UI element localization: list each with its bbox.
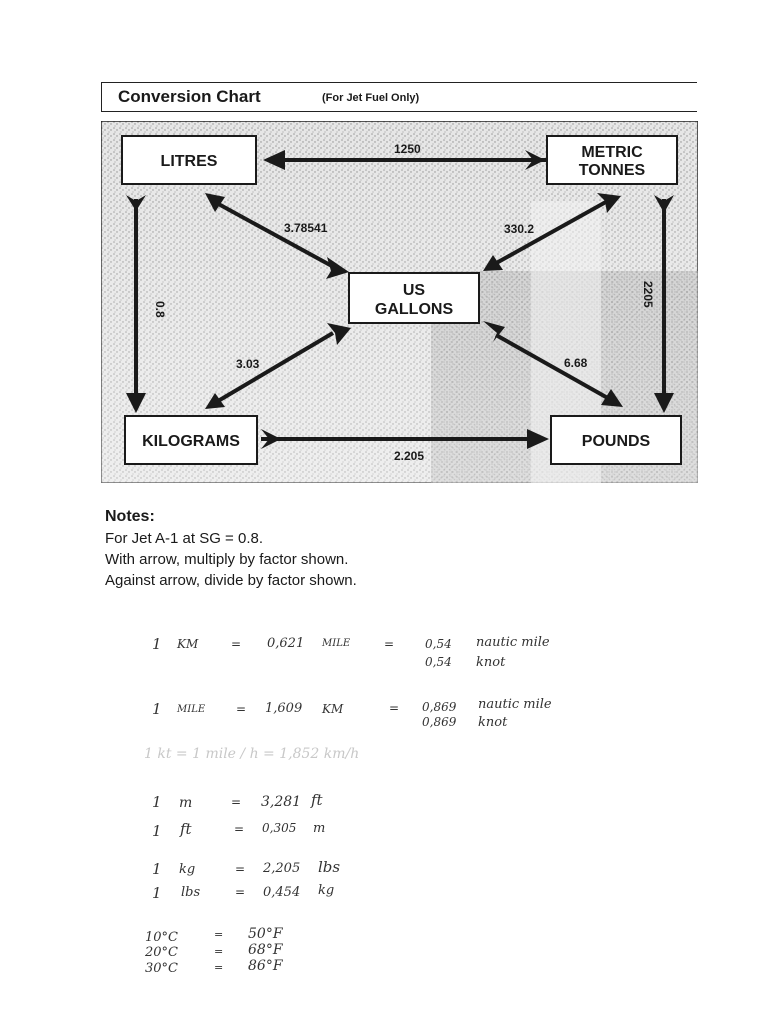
hw-m-b: 3,281	[261, 794, 302, 810]
chart-title: Conversion Chart	[118, 87, 261, 106]
hw-mile-eq2: =	[389, 701, 400, 715]
hw-ft-unit: ft	[180, 820, 192, 838]
hw-t10-c: 10°C	[145, 930, 178, 945]
hw-ft-unit2: m	[313, 821, 326, 836]
hw-mile-a: 1	[152, 700, 162, 718]
hw-faint-line: 1 kt = 1 mile / h = 1,852 km/h	[144, 746, 360, 762]
node-kilograms-label: KILOGRAMS	[142, 433, 240, 450]
hw-t20-c: 20°C	[145, 945, 178, 960]
factor-tonnes-gallons: 330.2	[504, 222, 535, 236]
hw-lbs-unit2: kg	[318, 883, 335, 898]
hw-mile-unit: MILE	[177, 704, 206, 715]
hw-m-unit: m	[179, 795, 193, 811]
hw-mile-unit2: KM	[322, 702, 344, 716]
hw-km-unit: KM	[177, 637, 199, 651]
hw-m-eq: =	[231, 795, 242, 809]
conversion-diagram	[101, 121, 698, 483]
node-us-gallons-label-2: GALLONS	[374, 301, 454, 318]
hw-km-unit4: knot	[476, 655, 506, 670]
factor-litres-kilograms: 0.8	[153, 301, 167, 318]
factor-gallons-pounds: 6.68	[564, 356, 588, 370]
factor-tonnes-litres: 1250	[394, 142, 421, 156]
hw-m-unit2: ft	[311, 791, 323, 809]
hw-mile-eq1: =	[236, 702, 247, 716]
node-us-gallons-label-1: US	[402, 282, 426, 299]
hw-ft-a: 1	[152, 822, 162, 840]
node-metric-tonnes-label-2: TONNES	[578, 162, 646, 179]
hw-km-c: 0,54	[425, 637, 452, 651]
node-pounds-label: POUNDS	[581, 433, 651, 450]
hw-mile-d: 0,869	[422, 715, 457, 729]
hw-kg-a: 1	[152, 860, 162, 878]
hw-km-b: 0,621	[267, 636, 305, 651]
hw-mile-c: 0,869	[422, 700, 457, 714]
hw-mile-unit3: nautic mile	[478, 697, 552, 712]
hw-km-unit2: MILE	[322, 638, 351, 649]
factor-tonnes-pounds: 2205	[641, 281, 655, 308]
hw-m-a: 1	[152, 793, 162, 811]
hw-mile-b: 1,609	[265, 701, 303, 716]
notes-line: With arrow, multiply by factor shown.	[105, 551, 349, 568]
hw-lbs-eq: =	[235, 885, 246, 899]
hw-mile-unit4: knot	[478, 715, 508, 730]
hw-lbs-unit: lbs	[181, 885, 201, 900]
notes-line: Against arrow, divide by factor shown.	[105, 572, 357, 589]
hw-km-a: 1	[152, 635, 162, 653]
node-metric-tonnes-label-1: METRIC	[581, 144, 643, 161]
notes-section	[105, 508, 357, 591]
hw-t30-eq: =	[214, 961, 224, 974]
hw-t20-eq: =	[214, 945, 224, 958]
notes-title: Notes:	[105, 508, 155, 525]
factor-gallons-litres: 3.78541	[284, 221, 328, 235]
factor-kilograms-gallons: 3.03	[236, 357, 260, 371]
hw-t20-f: 68°F	[248, 942, 283, 958]
hw-kg-unit2: lbs	[318, 858, 341, 876]
node-litres-label: LITRES	[160, 153, 218, 170]
hw-km-unit3: nautic mile	[476, 635, 550, 650]
chart-subtitle: (For Jet Fuel Only)	[322, 92, 420, 104]
factor-kilograms-pounds: 2.205	[394, 449, 425, 463]
hw-t10-eq: =	[214, 928, 224, 941]
hw-lbs-b: 0,454	[263, 885, 301, 900]
hw-km-eq1: =	[231, 637, 242, 651]
hw-km-d: 0,54	[425, 655, 452, 669]
notes-line: For Jet A-1 at SG = 0.8.	[105, 530, 263, 547]
hw-ft-b: 0,305	[262, 821, 297, 835]
hw-t30-f: 86°F	[248, 958, 283, 974]
hw-kg-eq: =	[235, 862, 246, 876]
hw-ft-eq: =	[234, 822, 245, 836]
hw-kg-b: 2,205	[263, 861, 301, 876]
hw-km-eq2: =	[384, 637, 395, 651]
hw-t30-c: 30°C	[145, 961, 178, 976]
hw-lbs-a: 1	[152, 884, 162, 902]
hw-kg-unit: kg	[179, 862, 196, 877]
hw-t10-f: 50°F	[248, 926, 283, 942]
